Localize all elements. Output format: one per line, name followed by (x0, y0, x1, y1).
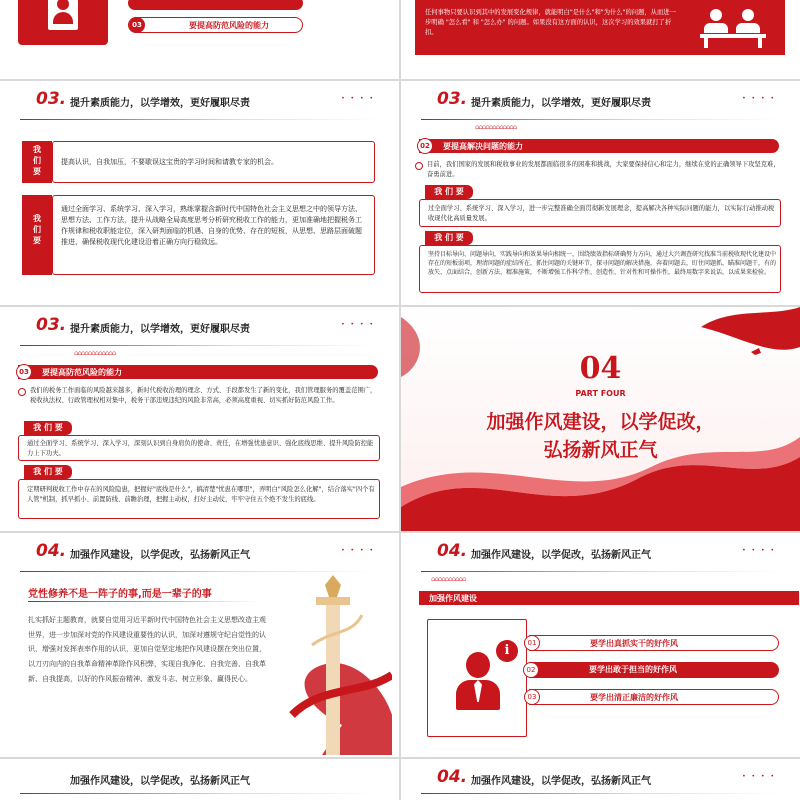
great-wall-decor: ⌂⌂⌂⌂⌂⌂⌂⌂⌂⌂⌂⌂ (475, 123, 517, 131)
content-box-2 (52, 195, 375, 275)
list-item (529, 689, 779, 705)
person-icon (456, 652, 500, 712)
slide-thumb-3[interactable] (401, 81, 800, 305)
tag-we-must-1: 我们要 (22, 141, 52, 183)
header-divider (20, 345, 379, 346)
slide-title: 提升素质能力，以学增效，更好履职尽责 (70, 324, 250, 335)
slide-title: 加强作风建设，以学促改，弘扬新风正气 (70, 776, 250, 787)
user-icon (48, 0, 78, 30)
decor-dots: • • • • (341, 95, 375, 102)
item-number: 01 (524, 635, 540, 651)
slide-title: 提升素质能力，以学增效，更好履职尽责 (471, 98, 651, 109)
slide-thumb-5-cover[interactable] (401, 307, 800, 531)
slide-thumb-4[interactable] (0, 307, 399, 531)
content-box-2 (18, 479, 380, 519)
bar-label: 要提高防范风险的能力 (42, 368, 122, 377)
section-bar (419, 591, 799, 605)
item-number: 02 (523, 662, 539, 678)
list-item (526, 662, 779, 678)
content-box-2 (419, 245, 781, 293)
header-divider (20, 119, 379, 120)
section-number: 04. (437, 767, 468, 787)
section-bar (18, 365, 378, 379)
intro-text: 我们的税务工作面临的风险越来越多，新时代税收治理的理念、方式、手段都发生了新的变化，我们管理服务的覆盖范围广，税收执法权、行政管理权相对集中，税务干部违规违纪的风险非常高，必须高度重视、切实抓好防范风险工作。 (30, 387, 377, 404)
bar-badge: 02 (417, 138, 433, 154)
content-box-1 (18, 435, 380, 461)
intro-text: 目前，我们国家的发展和税收事业的发展都面临很多的困难和挑战，大家要保持信心和定力，继续在党的正确领导下攻坚克难，奋勇前进。 (427, 161, 780, 178)
slide-title: 加强作风建设，以学促改，弘扬新风正气 (471, 776, 651, 787)
slide1-red-panel (415, 0, 785, 55)
header-divider (421, 793, 780, 794)
tag-we-must-1: 我 们 要 (24, 421, 72, 435)
huabiao-pillar-decor (282, 575, 392, 755)
slide-thumb-6[interactable] (0, 533, 399, 757)
great-wall-decor: ⌂⌂⌂⌂⌂⌂⌂⌂⌂⌂⌂⌂ (74, 349, 116, 357)
tag-we-must-2: 我 们 要 (425, 231, 473, 245)
bullet-icon (18, 388, 26, 396)
box-text: 坚持目标导向、问题导向，实践导向和效果导向相统一，围绕绩效指标研确努力方向，通过大兴调查研究找准当前税收现代化建设中存在的短板弱项，理清问题的症结所在，抓住问题的关键环节，探寻问题的解决措施，奔着问题去，盯住问题抓，瞄准问题干，有的放矢、点面结合，创新方法、精准施策，不断增强工作科学性、创造性、针对性和可操作性，最终用数字来说话，以成果来检验。 (428, 251, 777, 276)
subheading: 党性修养不是一阵子的事,而是一辈子的事 (28, 589, 212, 600)
box-text: 过全面学习、系统学习、深入学习，进一步完整准确全面贯彻新发展理念，提高解决各种实际问题的能力，以实际行动推动税收现代化高质量发展。 (428, 205, 775, 222)
content-box-1 (52, 141, 375, 183)
cover-title-line2: 弘扬新风正气 (543, 439, 658, 461)
speaker-panel (427, 619, 527, 737)
subheading-underline (28, 601, 258, 602)
section-number: 03. (36, 315, 67, 335)
header-divider (20, 571, 379, 572)
item-number: 03 (129, 17, 145, 33)
cover-title-line1: 加强作风建设，以学促改， (486, 411, 715, 433)
item-label: 要提高防范风险的能力 (189, 21, 269, 30)
slide1-text: 任何事物只要认识到其中的发展变化规律，就能明白"是什么"和"为什么"的问题，从而进一步明确 "怎么看" 和 "怎么办" 的问题。如果没有这方面的认识，这次学习的效果就打了折扣。 (425, 9, 676, 37)
tag-we-must-2: 我们要 (22, 195, 52, 275)
header-divider (421, 571, 780, 572)
tag-we-must-2: 我 们 要 (24, 465, 72, 479)
slide-thumb-0[interactable] (0, 0, 399, 79)
slide-thumb-8[interactable] (0, 759, 399, 800)
decor-dots: • • • • (742, 95, 776, 102)
item-label: 要学出敢于担当的好作风 (589, 665, 677, 674)
slide-thumb-1[interactable] (401, 0, 800, 79)
decor-dots: • • • • (742, 547, 776, 554)
info-bubble-icon: i (496, 640, 518, 662)
decor-dots: • • • • (341, 321, 375, 328)
slide0-item-03 (128, 17, 303, 33)
slide-thumb-2[interactable] (0, 81, 399, 305)
section-bar (419, 139, 779, 153)
item-number: 03 (524, 689, 540, 705)
section-number: 03. (437, 89, 468, 109)
bar-badge: 03 (16, 364, 32, 380)
header-divider (20, 793, 379, 794)
slide-title: 加强作风建设，以学促改，弘扬新风正气 (70, 550, 250, 561)
body-text: 扎实抓好主题教育，就要自觉用习近平新时代中国特色社会主义思想改造主观世界，进一步加深对党的作风建设重要性的认识，加深对遵规守纪自觉性的认识，增强对发挥表率作用的认识，更加自觉坚定地把作风建设摆在突出位置，以刀刃向内的自我革命精神革除作风积弊，实现自我净化、自我完善、自我革新、自我提高，以好的作风振奋精神、激发斗志、树立形象、赢得民心。 (28, 616, 266, 683)
item-label: 要学出清正廉洁的好作风 (590, 693, 678, 702)
item-label: 要学出真抓实干的好作风 (590, 639, 678, 648)
slide-title: 加强作风建设，以学促改，弘扬新风正气 (471, 550, 651, 561)
part-label: PART FOUR (575, 389, 626, 398)
header-divider (421, 119, 780, 120)
section-number: 04. (437, 541, 468, 561)
slide-thumb-7[interactable] (401, 533, 800, 757)
slide0-red-panel (18, 0, 108, 45)
box-text: 提高认识，自我加压，不要歇误这宝贵的学习时间和请教专家的机会。 (61, 158, 278, 166)
content-box-1 (419, 199, 781, 227)
tag-we-must-1: 我 们 要 (425, 185, 473, 199)
bar-label: 要提高解决问题的能力 (443, 142, 523, 151)
meeting-icon (700, 5, 770, 49)
section-number: 04. (36, 541, 67, 561)
slide-title: 提升素质能力，以学增效，更好履职尽责 (70, 98, 250, 109)
box-text: 定期研判税收工作中存在的风险隐患，把握好"底线是什么"，搞清楚"忧患在哪里"，弄明白"风险怎么化解"，结合落实"四个有人管"机制，抓早抓小、前置防线、前瞻治理，把握主动权，打好主动仗，牢牢守住五个绝不发生的底线。 (27, 486, 375, 503)
great-wall-decor: ⌂⌂⌂⌂⌂⌂⌂⌂⌂⌂ (431, 575, 466, 583)
part-number: 04 (579, 351, 622, 386)
decor-dots: • • • • (742, 773, 776, 780)
slide0-item-02-bar (128, 0, 303, 10)
slide-thumb-9[interactable] (401, 759, 800, 800)
bullet-icon (415, 162, 423, 170)
decor-dots: • • • • (341, 547, 375, 554)
list-item (529, 635, 779, 651)
section-number: 03. (36, 89, 67, 109)
box-text: 通过全面学习、系统学习、深入学习，熟练掌握含新时代中国特色社会主义思想之中的领导方法、思想方法、工作方法，提升从战略全局高度思考分析研究税收工作的能力，更加准确地把握税务工作规律和税收职能定位，深入研判面临的机遇、自身的优势、存在的短板，从思想、思路层面破题推进，确保税收现代化建设沿着正确方向行稳致远。 (61, 205, 362, 246)
box-text: 通过全面学习、系统学习、深入学习，深刻认识到自身肩负的使命、责任，在增强忧患意识、强化底线思维、提升风险防控能力上下功夫。 (27, 440, 374, 457)
bar-label: 加强作风建设 (429, 594, 477, 603)
